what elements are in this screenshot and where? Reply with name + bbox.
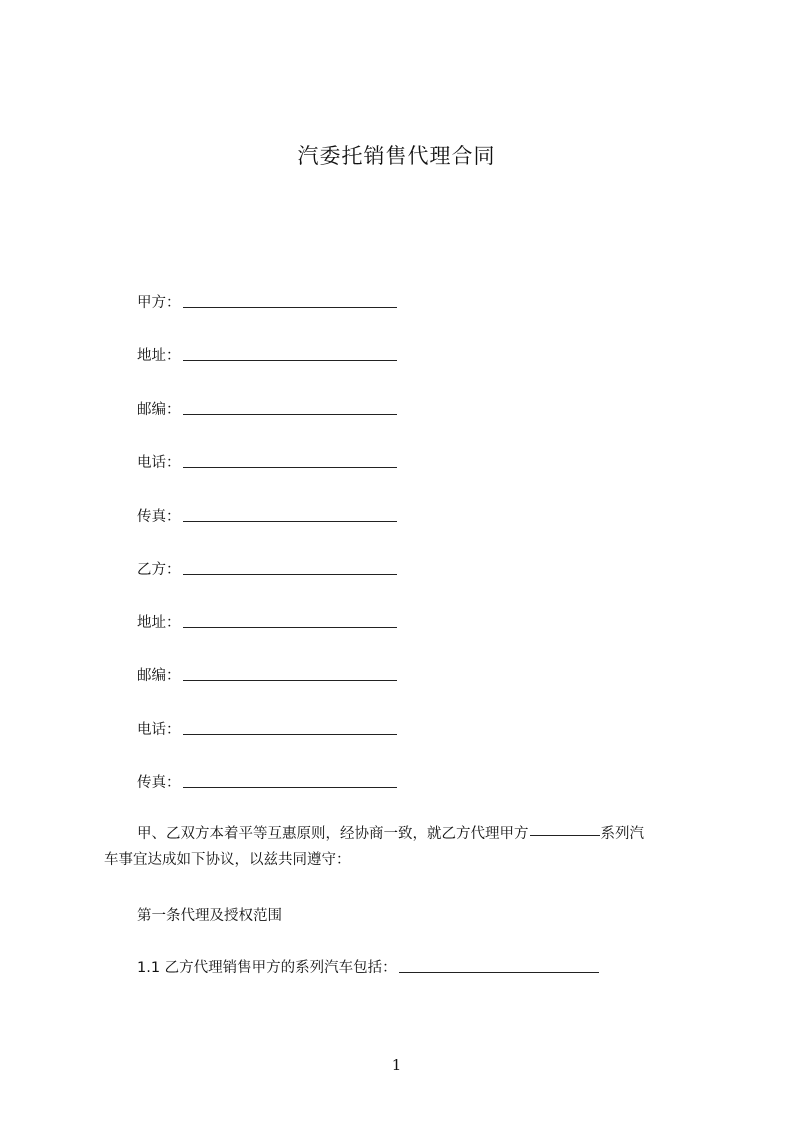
party-a-address-field — [137, 343, 397, 365]
intro-text-line2: 车事宜达成如下协议，以兹共同遵守： — [104, 852, 351, 868]
party-b-phone-field — [137, 717, 397, 739]
blank-line — [183, 413, 397, 415]
clause-text: 1.1 乙方代理销售甲方的系列汽车包括： — [137, 960, 397, 976]
field-label: 邮编： — [137, 668, 181, 684]
blank-line — [183, 359, 397, 361]
blank-line — [183, 306, 397, 308]
blank-line — [183, 679, 397, 681]
blank-line — [183, 786, 397, 788]
intro-text-part2: 系列汽 — [600, 826, 644, 842]
party-b-fax-field — [137, 770, 397, 792]
field-label: 邮编： — [137, 402, 181, 418]
clause-1-1 — [137, 956, 599, 977]
party-a-field — [137, 290, 397, 312]
blank-line — [183, 573, 397, 575]
blank-line — [530, 834, 600, 836]
field-label: 传真： — [137, 775, 181, 791]
field-label: 乙方： — [137, 562, 181, 578]
field-label: 传真： — [137, 509, 181, 525]
party-a-fax-field — [137, 504, 397, 526]
field-label: 地址： — [137, 615, 181, 631]
intro-text-part1: 甲、乙双方本着平等互惠原则，经协商一致，就乙方代理甲方 — [137, 826, 529, 842]
contract-title: 汽委托销售代理合同 — [297, 144, 496, 168]
blank-line — [183, 520, 397, 522]
party-b-postcode-field — [137, 663, 397, 685]
blank-line — [183, 626, 397, 628]
page-number: 1 — [391, 1056, 402, 1074]
party-b-field — [137, 557, 397, 579]
party-b-address-field — [137, 610, 397, 632]
party-a-postcode-field — [137, 397, 397, 419]
blank-line — [399, 971, 599, 973]
field-label: 地址： — [137, 348, 181, 364]
blank-line — [183, 466, 397, 468]
intro-paragraph — [104, 821, 704, 873]
field-label: 电话： — [137, 722, 181, 738]
blank-line — [183, 733, 397, 735]
field-label: 甲方： — [137, 295, 181, 311]
party-a-phone-field — [137, 450, 397, 472]
section-heading: 第一条代理及授权范围 — [137, 908, 282, 924]
field-label: 电话： — [137, 455, 181, 471]
